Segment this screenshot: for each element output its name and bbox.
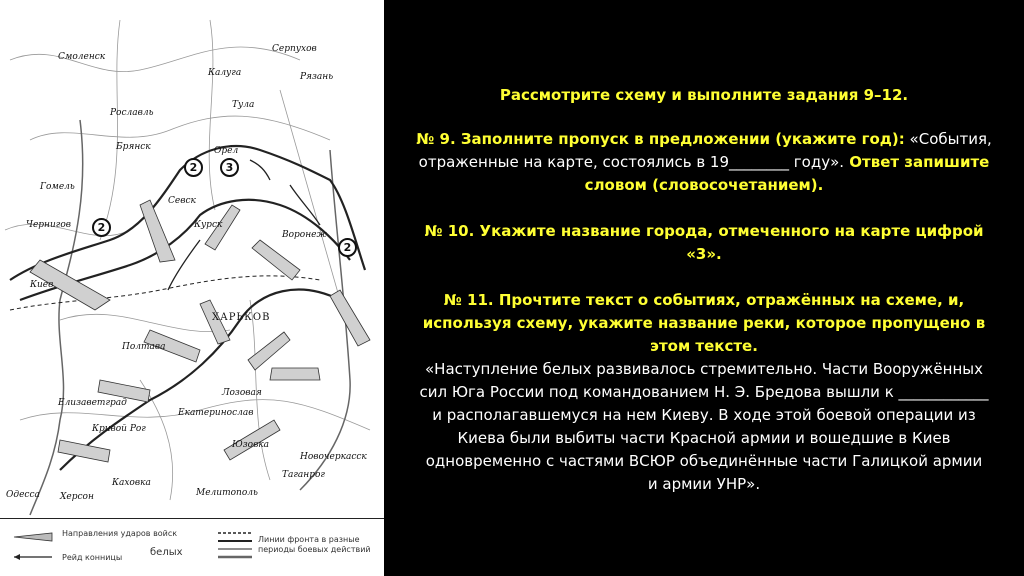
map-badge-2-east: 2: [338, 238, 357, 257]
city-elisavetgrad: Елизаветград: [58, 398, 127, 408]
city-poltava: Полтава: [122, 342, 166, 352]
q9-line-3: словом (словосочетанием).: [584, 176, 824, 194]
q9-title: № 9. Заполните пропуск в предложении (укажите год):: [416, 130, 905, 148]
legend-attack-label: Направления ударов войск: [62, 529, 178, 538]
quote-line-2: сил Юга России под командованием Н. Э. Бредова вышли к ____________: [419, 383, 989, 401]
q9-text-2: отраженные на карте, состоялись в 19________ году».: [418, 153, 845, 171]
city-gomel: Гомель: [40, 182, 75, 192]
city-roslavl: Рославль: [110, 108, 154, 118]
legend-cavalry-label: Рейд конницы: [62, 553, 123, 562]
city-ryazan: Рязань: [300, 72, 334, 82]
map-badge-2-west: 2: [92, 218, 111, 237]
city-ekaterinoslav: Екатеринослав: [178, 408, 254, 418]
city-taganrog: Таганрог: [282, 470, 325, 480]
city-novocherkassk: Новочеркасск: [300, 452, 367, 462]
city-kiev: Киев: [30, 280, 54, 290]
city-krivoy-rog: Кривой Рог: [92, 424, 146, 434]
q9-answer-hint: Ответ запишите: [844, 153, 990, 171]
city-kursk: Курск: [194, 220, 223, 230]
city-orel: Орёл: [214, 146, 239, 156]
q11-line-2: используя схему, укажите название реки, которое пропущено в: [422, 314, 986, 332]
city-tula: Тула: [232, 100, 255, 110]
q9-line-2: [384, 151, 1024, 173]
city-melitopol: Мелитополь: [196, 488, 258, 498]
city-yuzovka: Юзовка: [232, 440, 270, 450]
city-kakhovka: Каховка: [112, 478, 151, 488]
city-kharkov: ХАРЬКОВ: [212, 312, 271, 323]
city-bryansk: Брянск: [116, 142, 151, 152]
task-panel: [384, 0, 1024, 576]
city-sevsk: Севск: [168, 196, 196, 206]
quote-line-5: одновременно с частями ВСЮР объединённые части Галицкой армии: [425, 452, 983, 470]
city-odessa: Одесса: [6, 490, 40, 500]
quote-line-6: и армии УНР».: [647, 475, 761, 493]
q9-line-1: [384, 128, 1024, 150]
q9-text-1: «События,: [904, 130, 992, 148]
city-chernigov: Чернигов: [26, 220, 71, 230]
quote-line-3: и располагавшемуся на нем Киеву. В ходе этой боевой операции из: [432, 406, 976, 424]
city-kaluga: Калуга: [208, 68, 242, 78]
task-heading: Рассмотрите схему и выполните задания 9–12.: [499, 86, 909, 104]
legend-front-label-1: Линии фронта в разные: [258, 535, 360, 544]
q11-line-3: этом тексте.: [650, 337, 758, 355]
legend-whites-label: белых: [150, 547, 183, 558]
city-lozovaya: Лозовая: [222, 388, 262, 398]
map-badge-3: 3: [220, 158, 239, 177]
city-serpukhov: Серпухов: [272, 44, 317, 54]
city-smolensk: Смоленск: [58, 52, 106, 62]
legend-front-label-2: периоды боевых действий: [258, 545, 371, 554]
q10-line-1: № 10. Укажите название города, отмеченного на карте цифрой: [424, 222, 984, 240]
map-legend: [0, 518, 384, 576]
q10-line-2: «3».: [686, 245, 722, 263]
map-badge-2-north: 2: [184, 158, 203, 177]
quote-line-4: Киева были выбиты части Красной армии и вошедшие в Киев: [457, 429, 951, 447]
city-voronezh: Воронеж: [282, 230, 327, 240]
city-kherson: Херсон: [60, 492, 94, 502]
quote-line-1: «Наступление белых развивалось стремительно. Части Вооружённых: [425, 360, 983, 378]
q11-line-1: № 11. Прочтите текст о событиях, отражённых на схеме, и,: [443, 291, 965, 309]
historical-map: [0, 0, 384, 576]
